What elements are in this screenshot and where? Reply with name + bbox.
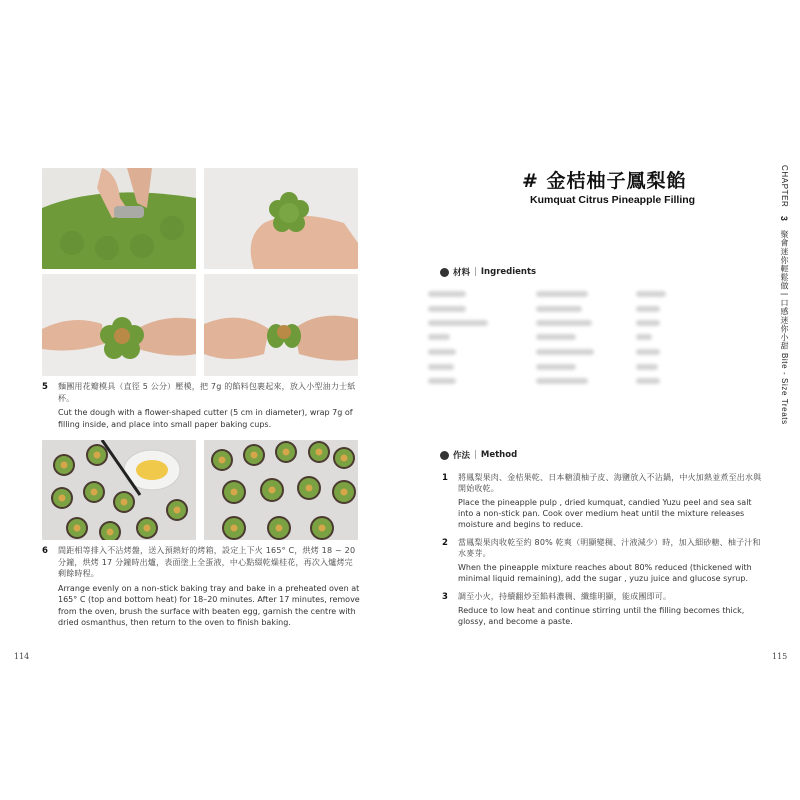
ingredients-heading-en: Ingredients <box>480 267 537 277</box>
method-step-3-zh: 調至小火，持續翻炒至餡料濃稠、纖維明顯，能成團即可。 <box>458 592 672 601</box>
page-number-left: 114 <box>14 652 30 661</box>
method-step-1-en: Place the pineapple pulp , dried kumquat, candied Yuzu peel and sea salt into a non-stick pan. Cook over medium heat until the mixture releases moisture and begins to reduce. <box>458 498 752 529</box>
recipe-title-zh: # 金桔柚子鳳梨餡 <box>522 170 687 192</box>
method-step-3-en: Reduce to low heat and continue stirring until the filling becomes thick, glossy, and become a paste. <box>458 606 745 626</box>
photo-brushing-egg <box>42 440 196 540</box>
photo-cutting-dough <box>42 168 196 269</box>
method-step-2 <box>458 537 764 584</box>
heading-separator: | <box>474 267 477 277</box>
step-6-en: Arrange evenly on a non-stick baking tray and bake in a preheated oven at 165° C (top and bottom heat) for 18–20 minutes. After 17 minutes, remove from the oven, brush the surface with beaten egg, garnish the centre with dried osmanthus, then return to the oven to finish baking. <box>58 583 360 627</box>
chapter-tab <box>770 165 790 425</box>
photo-flower-in-hand <box>204 168 358 269</box>
method-step-2-en: When the pineapple mixture reaches about 80% reduced (thickened with minimal liquid remaining), add the sugar , yuzu juice and glucose syrup. <box>458 563 752 583</box>
step-6-number: 6 <box>42 546 48 556</box>
step-6-zh: 間距相等排入不沾烤盤，送入預熱好的烤箱，設定上下火 165° C，烘烤 18 ~ 20 分鐘，烘烤 17 分鐘時出爐，表面塗上全蛋液，中心點綴乾燥桂花，再次入爐烤完剩餘時程。 <box>58 546 356 578</box>
recipe-title-en: Kumquat Citrus Pineapple Filling <box>530 194 696 206</box>
ingredient-row <box>428 378 688 384</box>
method-heading <box>440 449 517 461</box>
ingredient-row <box>428 320 688 326</box>
photo-closing-dough <box>204 274 358 376</box>
step-6-text <box>58 545 360 629</box>
chapter-label: CHAPTER <box>780 165 789 208</box>
ingredient-row <box>428 306 688 312</box>
ingredient-row <box>428 334 688 340</box>
step-5-en: Cut the dough with a flower-shaped cutter (5 cm in diameter), wrap 7g of filling inside, and place into small paper baking cups. <box>58 408 353 429</box>
step-5-number: 5 <box>42 382 48 392</box>
chapter-title: 聚會迷你輕鬆做 | 口感迷你小甜 Bite - Size Treats <box>780 230 789 425</box>
step-5-zh: 麵團用花瓣模具（直徑 5 公分）壓模，把 7g 的餡料包裹起來，放入小型油力士紙杯。 <box>58 382 356 403</box>
method-step-1 <box>458 472 764 530</box>
bullet-icon <box>440 268 449 277</box>
method-heading-zh: 作法 <box>453 451 471 461</box>
photo-wrapping-filling <box>42 274 196 376</box>
page-number-right: 115 <box>772 652 788 661</box>
method-step-1-number: 1 <box>442 473 448 483</box>
ingredient-row <box>428 364 688 370</box>
right-page <box>400 0 800 800</box>
heading-separator: | <box>474 450 477 460</box>
method-heading-en: Method <box>480 450 518 460</box>
photo-baked-treats <box>204 440 358 540</box>
method-step-3 <box>458 591 764 627</box>
ingredient-row <box>428 349 688 355</box>
step-5-text <box>58 381 360 430</box>
method-step-2-zh: 當鳳梨果肉收乾至約 80% 乾爽（明顯變稠、汁液減少）時，加入細砂糖、柚子汁和水麥芽。 <box>458 538 761 558</box>
chapter-number: 3 <box>779 215 789 222</box>
method-step-3-number: 3 <box>442 592 448 602</box>
ingredients-heading <box>440 266 536 278</box>
ingredients-heading-zh: 材料 <box>453 268 471 278</box>
method-step-2-number: 2 <box>442 538 448 548</box>
bullet-icon <box>440 451 449 460</box>
ingredient-row <box>428 291 688 297</box>
method-step-1-zh: 將鳳梨果肉、金桔果乾、日本糖漬柚子皮、海鹽放入不沾鍋，中火加熱並煮至出水與開始收乾。 <box>458 473 762 493</box>
